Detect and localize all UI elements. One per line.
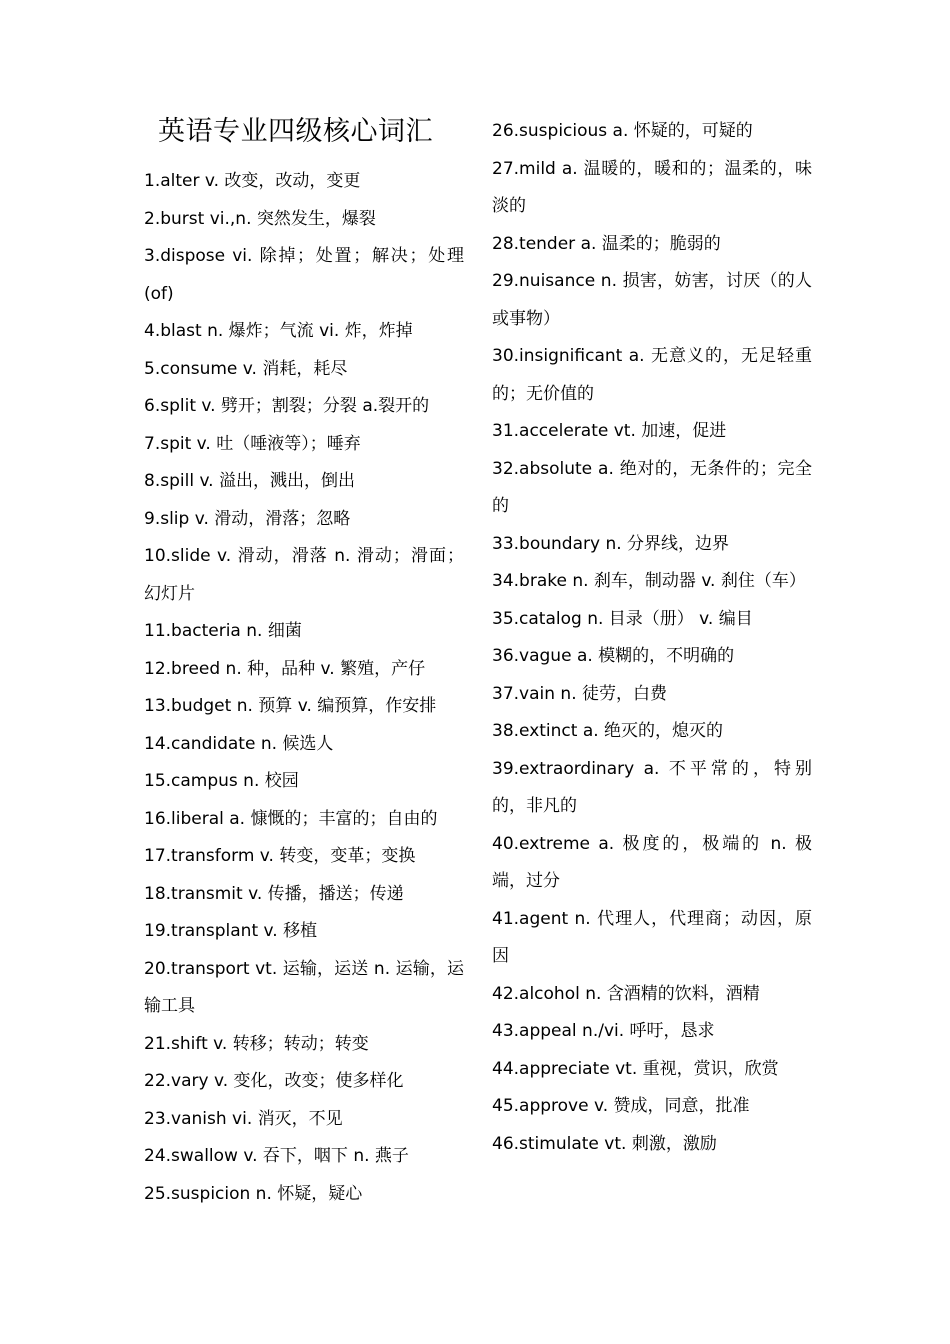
vocabulary-entry: 23.vanish vi. 消灭，不见	[144, 1108, 343, 1129]
vocabulary-entry: 46.stimulate vt. 刺激，激励	[492, 1133, 717, 1154]
vocabulary-entry: 4.blast n. 爆炸；气流 vi. 炸，炸掉	[144, 321, 413, 341]
vocabulary-entry: 7.spit v. 吐（唾液等）；唾弃	[144, 433, 361, 454]
vocabulary-entry: 37.vain n. 徒劳，白费	[492, 683, 667, 704]
page-title: 英语专业四级核心词汇	[158, 116, 433, 147]
vocabulary-entry: 19.transplant v. 移植	[144, 921, 318, 941]
vocabulary-entry: 31.accelerate vt. 加速，促进	[492, 421, 727, 441]
vocabulary-entry: 2.burst vi.,n. 突然发生，爆裂	[144, 208, 376, 229]
vocabulary-entry: 30.insignificant a. 无意义的，无足轻重的；无价值的	[492, 346, 812, 404]
vocabulary-entry: 35.catalog n. 目录（册） v. 编目	[492, 608, 753, 629]
vocabulary-entry: 34.brake n. 刹车，制动器 v. 刹住（车）	[492, 571, 806, 591]
vocabulary-entry: 21.shift v. 转移；转动；转变	[144, 1033, 369, 1054]
vocabulary-entry: 27.mild a. 温暖的，暖和的；温柔的，味淡的	[492, 158, 812, 216]
vocabulary-entry: 10.slide v. 滑动，滑落 n. 滑动；滑面；幻灯片	[144, 546, 464, 604]
left-column	[144, 113, 464, 1213]
vocabulary-entry: 24.swallow v. 吞下，咽下 n. 燕子	[144, 1146, 409, 1166]
vocabulary-entry: 14.candidate n. 候选人	[144, 733, 334, 754]
vocabulary-entry: 5.consume v. 消耗，耗尽	[144, 358, 348, 379]
vocabulary-entry: 20.transport vt. 运输，运送 n. 运输，运输工具	[144, 958, 464, 1016]
vocabulary-entry: 26.suspicious a. 怀疑的，可疑的	[492, 121, 753, 141]
vocabulary-entry: 40.extreme a. 极度的，极端的 n. 极端，过分	[492, 833, 812, 891]
vocabulary-entry: 29.nuisance n. 损害，妨害，讨厌（的人或事物）	[492, 271, 812, 329]
vocabulary-entry: 22.vary v. 变化，改变；使多样化	[144, 1071, 404, 1091]
vocabulary-entry: 42.alcohol n. 含酒精的饮料，酒精	[492, 983, 760, 1004]
right-column	[492, 113, 812, 1163]
vocabulary-entry: 44.appreciate vt. 重视，赏识，欣赏	[492, 1058, 779, 1079]
vocabulary-list-right	[492, 113, 812, 1163]
vocabulary-entry: 12.breed n. 种，品种 v. 繁殖，产仔	[144, 658, 426, 679]
vocabulary-entry: 1.alter v. 改变，改动，变更	[144, 171, 361, 191]
vocabulary-entry: 45.approve v. 赞成，同意，批准	[492, 1096, 750, 1116]
vocabulary-entry: 38.extinct a. 绝灭的，熄灭的	[492, 721, 724, 741]
vocabulary-list-left	[144, 163, 464, 1213]
vocabulary-entry: 15.campus n. 校园	[144, 771, 299, 791]
vocabulary-entry: 39.extraordinary a. 不平常的，特别的，非凡的	[492, 758, 812, 816]
vocabulary-entry: 18.transmit v. 传播，播送；传递	[144, 883, 404, 904]
vocabulary-entry: 28.tender a. 温柔的；脆弱的	[492, 233, 721, 254]
vocabulary-entry: 25.suspicion n. 怀疑，疑心	[144, 1183, 363, 1204]
vocabulary-entry: 9.slip v. 滑动，滑落；忽略	[144, 508, 351, 529]
vocabulary-entry: 43.appeal n./vi. 呼吁，恳求	[492, 1021, 715, 1041]
vocabulary-entry: 11.bacteria n. 细菌	[144, 621, 302, 641]
vocabulary-entry: 32.absolute a. 绝对的，无条件的；完全的	[492, 458, 812, 516]
vocabulary-entry: 16.liberal a. 慷慨的；丰富的；自由的	[144, 808, 438, 829]
vocabulary-entry: 41.agent n. 代理人，代理商；动因，原因	[492, 908, 812, 966]
vocabulary-entry: 36.vague a. 模糊的，不明确的	[492, 646, 735, 666]
vocabulary-entry: 17.transform v. 转变，变革；变换	[144, 846, 416, 866]
vocabulary-entry: 6.split v. 劈开；割裂；分裂 a.裂开的	[144, 396, 430, 416]
vocabulary-entry: 8.spill v. 溢出，溅出，倒出	[144, 471, 355, 491]
vocabulary-entry: 3.dispose vi. 除掉；处置；解决；处理(of)	[144, 246, 464, 304]
vocabulary-entry: 33.boundary n. 分界线，边界	[492, 533, 730, 554]
vocabulary-entry: 13.budget n. 预算 v. 编预算，作安排	[144, 696, 437, 716]
